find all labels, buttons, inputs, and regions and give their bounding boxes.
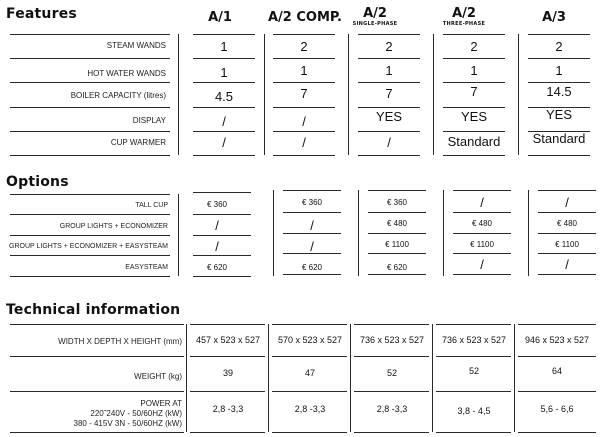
- row-divider: [518, 324, 596, 325]
- row-divider: [10, 155, 170, 156]
- row-divider: [368, 253, 426, 254]
- row-divider: [453, 274, 511, 275]
- row-divider: [283, 233, 341, 234]
- option-value: € 360: [386, 198, 408, 207]
- tech-value: 570 x 523 x 527: [277, 335, 343, 345]
- row-divider: [368, 233, 426, 234]
- column-divider: [528, 190, 529, 276]
- column-divider: [186, 324, 187, 432]
- row-divider: [368, 212, 426, 213]
- option-value: /: [215, 239, 219, 254]
- feature-value: 14.5: [546, 84, 572, 99]
- tech-value: 736 x 523 x 527: [441, 335, 507, 345]
- feature-value: 1: [470, 63, 478, 78]
- row-divider: [10, 391, 184, 392]
- option-value: € 480: [471, 219, 493, 228]
- option-value: /: [480, 257, 484, 272]
- row-divider: [10, 82, 170, 83]
- model-header-a1: A/1: [208, 10, 232, 25]
- row-divider: [193, 276, 251, 277]
- row-divider: [436, 324, 511, 325]
- row-divider: [273, 155, 335, 156]
- row-divider: [190, 324, 265, 325]
- feature-value: 4.5: [214, 89, 234, 104]
- row-divider: [518, 356, 596, 357]
- row-divider: [10, 131, 170, 132]
- tech-value: 52: [386, 368, 397, 378]
- row-divider: [354, 324, 429, 325]
- row-divider: [518, 432, 596, 433]
- row-divider: [358, 131, 420, 132]
- feature-value: /: [222, 135, 226, 150]
- row-divider: [354, 432, 429, 433]
- row-divider: [193, 155, 255, 156]
- column-divider: [178, 34, 179, 155]
- option-label-easysteam: EASYSTEAM: [125, 264, 168, 271]
- feature-value: YES: [375, 109, 402, 124]
- option-value: € 620: [206, 263, 228, 272]
- feature-value: /: [302, 135, 306, 150]
- feature-value: 1: [220, 39, 228, 54]
- feature-value: YES: [460, 109, 487, 124]
- tech-value: 2,8 -3,3: [294, 404, 326, 414]
- feature-value: 2: [385, 39, 393, 54]
- tech-value: 47: [304, 368, 315, 378]
- feature-value: 7: [385, 86, 393, 101]
- option-value: € 480: [556, 219, 578, 228]
- feature-value: Standard: [447, 134, 501, 149]
- options-title: Options: [6, 174, 69, 190]
- row-divider: [272, 356, 347, 357]
- tech-value: 5,6 - 6,6: [540, 404, 574, 414]
- feature-value: 7: [470, 84, 478, 99]
- feature-label-steam-wands: STEAM WANDS: [106, 41, 166, 50]
- row-divider: [443, 82, 505, 83]
- tech-value: 64: [551, 366, 562, 376]
- feature-value: /: [387, 135, 391, 150]
- column-divider: [264, 34, 265, 155]
- row-divider: [273, 34, 335, 35]
- options-table: [0, 190, 600, 280]
- column-divider: [273, 190, 274, 276]
- row-divider: [10, 194, 170, 195]
- option-value: € 360: [301, 198, 323, 207]
- option-value: /: [480, 195, 484, 210]
- row-divider: [443, 131, 505, 132]
- row-divider: [193, 131, 255, 132]
- row-divider: [10, 356, 184, 357]
- row-divider: [193, 214, 251, 215]
- row-divider: [283, 190, 341, 191]
- row-divider: [453, 253, 511, 254]
- row-divider: [190, 391, 265, 392]
- model-header-a2-single: A/2: [363, 6, 387, 21]
- option-label-group-lights-economizer-easysteam: GROUP LIGHTS + ECONOMIZER + EASYSTEAM: [9, 243, 168, 250]
- option-value: € 1100: [555, 240, 579, 249]
- row-divider: [528, 58, 590, 59]
- option-value: /: [215, 218, 219, 233]
- row-divider: [443, 58, 505, 59]
- row-divider: [272, 432, 347, 433]
- row-divider: [273, 82, 335, 83]
- column-divider: [433, 34, 434, 155]
- option-value: € 1100: [385, 240, 409, 249]
- option-value: /: [310, 239, 314, 254]
- row-divider: [443, 155, 505, 156]
- row-divider: [190, 432, 265, 433]
- tech-label-power-at: POWER AT: [140, 399, 182, 408]
- row-divider: [518, 391, 596, 392]
- column-divider: [178, 194, 179, 276]
- row-divider: [193, 34, 255, 35]
- column-divider: [443, 190, 444, 276]
- row-divider: [10, 276, 170, 277]
- row-divider: [358, 58, 420, 59]
- option-value: € 620: [301, 263, 323, 272]
- option-value: € 1100: [470, 240, 494, 249]
- row-divider: [528, 34, 590, 35]
- row-divider: [368, 190, 426, 191]
- row-divider: [368, 274, 426, 275]
- row-divider: [193, 58, 255, 59]
- row-divider: [283, 212, 341, 213]
- row-divider: [443, 107, 505, 108]
- model-header-a2-three: A/2: [452, 6, 476, 21]
- option-label-tall-cup: TALL CUP: [135, 202, 168, 209]
- row-divider: [538, 253, 596, 254]
- row-divider: [436, 391, 511, 392]
- features-table: [0, 34, 600, 159]
- feature-value: 2: [300, 39, 308, 54]
- tech-label-power-220v: 220˜240V - 50/60HZ (kW): [90, 409, 182, 418]
- option-value: € 620: [386, 263, 408, 272]
- row-divider: [453, 212, 511, 213]
- row-divider: [443, 34, 505, 35]
- column-divider: [358, 190, 359, 276]
- tech-value: 39: [222, 368, 233, 378]
- feature-value: 1: [220, 65, 228, 80]
- option-value: € 480: [386, 219, 408, 228]
- row-divider: [272, 324, 347, 325]
- features-title: Features: [6, 6, 77, 22]
- model-header-a3: A/3: [542, 10, 566, 25]
- tech-value: 457 x 523 x 527: [195, 335, 261, 345]
- feature-label-display: DISPLAY: [132, 116, 166, 125]
- row-divider: [193, 255, 251, 256]
- row-divider: [538, 233, 596, 234]
- row-divider: [10, 58, 170, 59]
- row-divider: [10, 235, 170, 236]
- column-divider: [348, 34, 349, 155]
- row-divider: [10, 255, 170, 256]
- feature-value: YES: [545, 107, 572, 122]
- row-divider: [193, 82, 255, 83]
- row-divider: [528, 82, 590, 83]
- feature-label-hot-water-wands: HOT WATER WANDS: [87, 69, 166, 78]
- row-divider: [358, 107, 420, 108]
- feature-value: Standard: [532, 131, 586, 146]
- option-value: € 360: [206, 200, 228, 209]
- row-divider: [358, 34, 420, 35]
- row-divider: [538, 274, 596, 275]
- row-divider: [538, 212, 596, 213]
- row-divider: [272, 391, 347, 392]
- row-divider: [354, 391, 429, 392]
- row-divider: [436, 432, 511, 433]
- row-divider: [10, 324, 184, 325]
- row-divider: [193, 107, 255, 108]
- feature-label-boiler-capacity: BOILER CAPACITY (litres): [70, 91, 166, 100]
- row-divider: [273, 107, 335, 108]
- feature-value: 2: [470, 39, 478, 54]
- column-divider: [268, 324, 269, 432]
- row-divider: [10, 214, 170, 215]
- model-subheader-three-phase: THREE-PHASE: [442, 21, 486, 27]
- tech-value: 2,8 -3,3: [212, 404, 244, 414]
- column-divider: [350, 324, 351, 432]
- feature-value: 2: [555, 39, 563, 54]
- row-divider: [283, 274, 341, 275]
- tech-value: 52: [468, 366, 479, 376]
- row-divider: [10, 432, 184, 433]
- row-divider: [358, 155, 420, 156]
- row-divider: [528, 155, 590, 156]
- row-divider: [193, 235, 251, 236]
- tech-label-dimensions: WIDTH X DEPTH X HEIGHT (mm): [58, 337, 182, 346]
- model-header-a2-comp: A/2 COMP.: [268, 10, 342, 25]
- technical-title: Technical information: [6, 302, 181, 318]
- row-divider: [10, 34, 170, 35]
- tech-label-power-380v: 380 - 415V 3N - 50/60HZ (kW): [73, 419, 182, 428]
- row-divider: [358, 82, 420, 83]
- row-divider: [193, 192, 251, 193]
- tech-label-weight: WEIGHT (kg): [134, 372, 182, 381]
- option-value: /: [565, 257, 569, 272]
- feature-value: /: [302, 114, 306, 129]
- option-label-group-lights-economizer: GROUP LIGHTS + ECONOMIZER: [59, 223, 168, 230]
- row-divider: [190, 356, 265, 357]
- option-value: /: [310, 218, 314, 233]
- feature-value: 7: [300, 86, 308, 101]
- row-divider: [273, 131, 335, 132]
- tech-value: 2,8 -3,3: [376, 404, 408, 414]
- row-divider: [453, 233, 511, 234]
- column-divider: [514, 324, 515, 432]
- tech-value: 946 x 523 x 527: [524, 335, 590, 345]
- row-divider: [273, 58, 335, 59]
- feature-label-cup-warmer: CUP WARMER: [110, 138, 166, 147]
- feature-value: 1: [555, 63, 563, 78]
- tech-value: 3,8 - 4,5: [457, 406, 491, 416]
- row-divider: [436, 356, 511, 357]
- technical-table: [0, 320, 600, 437]
- row-divider: [538, 190, 596, 191]
- feature-value: 1: [300, 63, 308, 78]
- feature-value: /: [222, 114, 226, 129]
- option-value: /: [565, 195, 569, 210]
- tech-value: 736 x 523 x 527: [359, 335, 425, 345]
- row-divider: [453, 190, 511, 191]
- row-divider: [10, 107, 170, 108]
- column-divider: [432, 324, 433, 432]
- feature-value: 1: [385, 63, 393, 78]
- model-subheader-single-phase: SINGLE-PHASE: [352, 21, 398, 27]
- row-divider: [354, 356, 429, 357]
- column-divider: [518, 34, 519, 155]
